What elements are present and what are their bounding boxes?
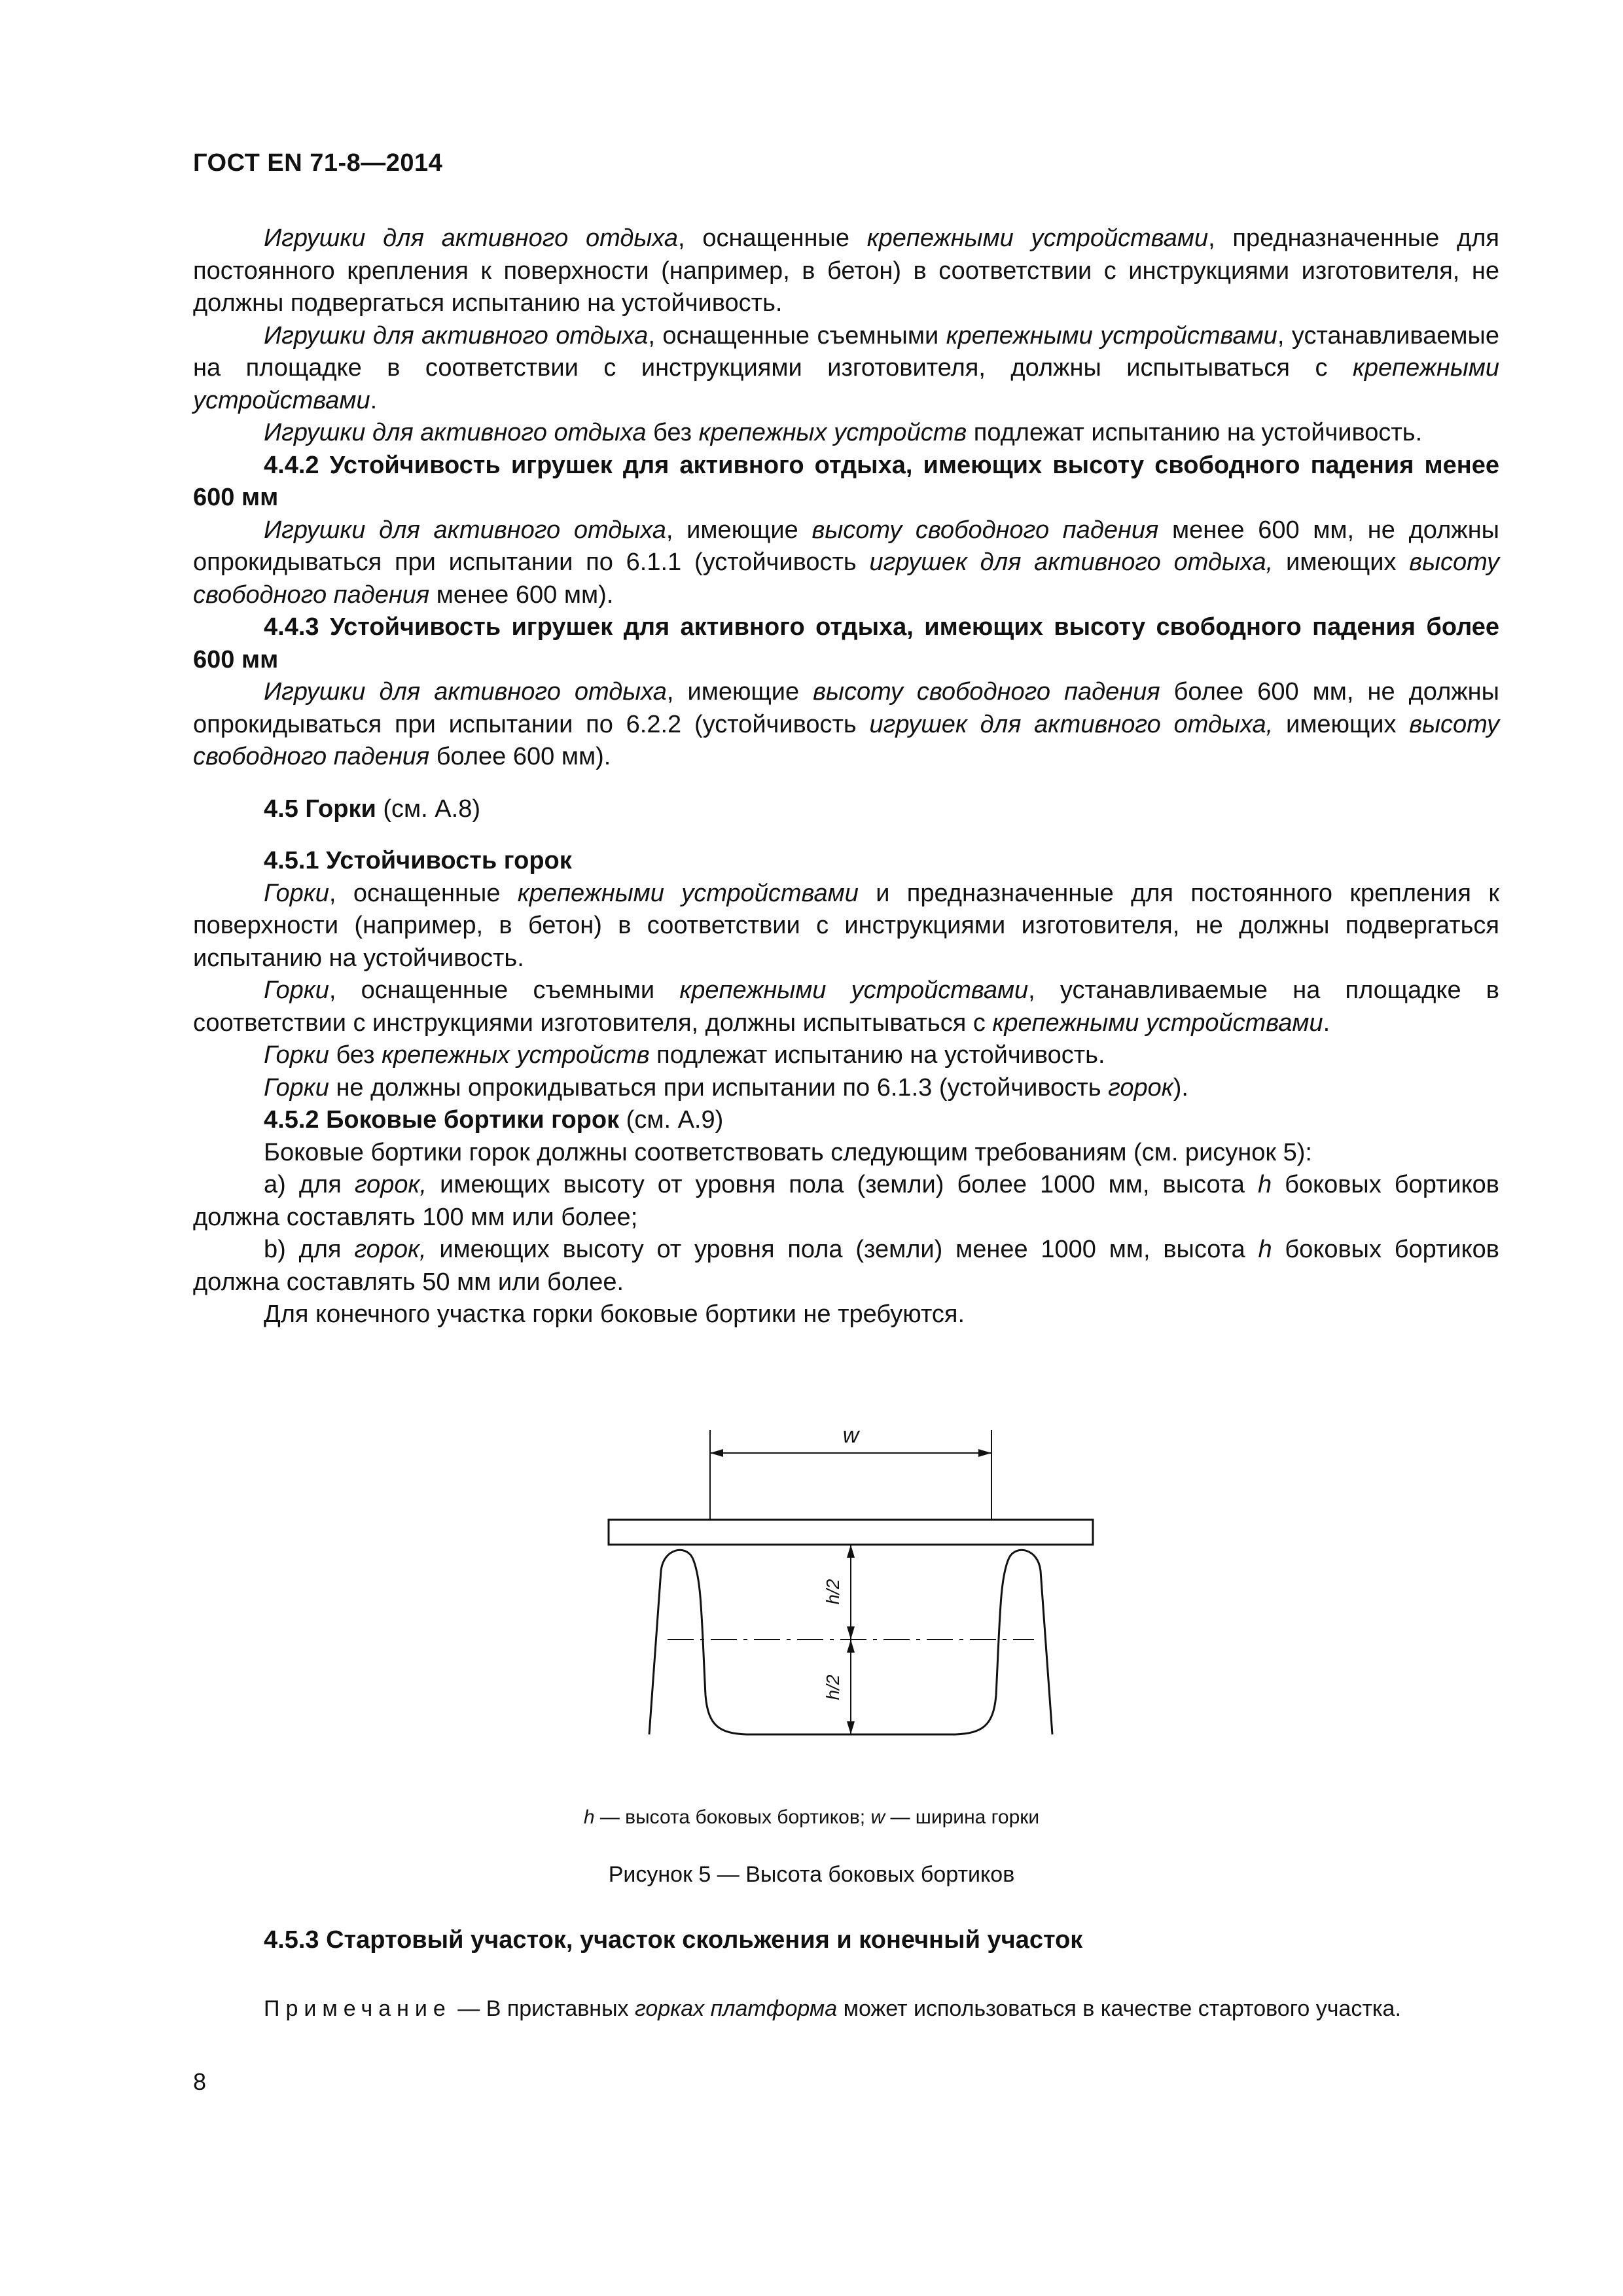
text-run: имеющих высоту от уровня пола (земли) более 1000 мм, высота (427, 1171, 1258, 1198)
paragraph (193, 1169, 1507, 1234)
slide-board-outline (609, 1520, 1093, 1545)
legend-w-symbol: w (870, 1806, 885, 1828)
text-run: крепежными устройствами (679, 977, 1029, 1004)
text-run: подлежат испытанию на устойчивость. (649, 1041, 1105, 1069)
w-arrow-left (710, 1449, 723, 1457)
text-run: Игрушки для активного отдыха (264, 419, 647, 446)
left-outer-wall (649, 1550, 692, 1734)
document-header: ГОСТ EN 71-8—2014 (193, 149, 443, 177)
text-run: h (1257, 1171, 1272, 1198)
h-arrow-top (847, 1545, 855, 1558)
text-run: , оснащенные (329, 879, 518, 907)
text-run: , имеющие (666, 678, 813, 706)
text-run: 4.4.2 Устойчивость игрушек для активного отдыха, имеющих высоту свободного падения менее 600 мм (193, 451, 1507, 511)
text-run: крепежными устройствами (193, 354, 1507, 414)
text-run: Горки (264, 977, 329, 1004)
text-run: , устанавливаемые на площадке в соответствии с инструкциями изготовителя, должны испытываться с (193, 977, 1507, 1037)
note-italic-text: горках платформа (634, 1996, 838, 2021)
text-run: высоту свободного падения (813, 678, 1160, 706)
text-run: без (646, 419, 699, 446)
text-run: высоту свободного падения (193, 710, 1507, 770)
paragraph (193, 1299, 1499, 1331)
section-heading (193, 845, 1499, 878)
text-run: (см. А.8) (376, 795, 480, 823)
text-run: игрушек для активного отдыха, (869, 710, 1274, 738)
text-run: высоту свободного падения (193, 548, 1507, 609)
text-run: Игрушки для активного отдыха (264, 678, 667, 706)
text-run: . (1323, 1009, 1330, 1037)
paragraph (193, 676, 1507, 774)
text-run: горок, (354, 1171, 427, 1198)
text-run: . (370, 386, 378, 414)
legend-h-text: — высота боковых бортиков; (594, 1806, 871, 1828)
section-heading (193, 450, 1507, 514)
text-run: крепежными устройствами (992, 1009, 1323, 1037)
text-run: (см. А.9) (619, 1106, 724, 1134)
text-run: горок, (354, 1236, 427, 1263)
paragraph (193, 878, 1507, 975)
text-run: боковых бортиков должна составлять 100 мм или более; (193, 1171, 1507, 1231)
text-run: , предназначенные для постоянного крепления к поверхности (например, в бетон) в соответствии с инструкциями изготовителя, не должны подвергаться испытанию на устойчивость. (193, 224, 1507, 317)
text-run: подлежат испытанию на устойчивость. (967, 419, 1423, 446)
label-w: w (842, 1423, 859, 1448)
text-run: менее 600 мм, не должны опрокидываться при испытании по 6.1.1 (устойчивость (193, 516, 1507, 576)
text-run: h (1258, 1236, 1272, 1263)
h-arrow-mid-lower (847, 1640, 855, 1653)
note-dash-text: — В приставных (451, 1996, 635, 2021)
text-run: более 600 мм). (429, 743, 611, 770)
legend-w-text: — ширина горки (885, 1806, 1040, 1828)
text-run: Игрушки для активного отдыха (264, 516, 666, 544)
text-run: 4.5.2 Боковые бортики горок (264, 1106, 620, 1134)
right-outer-wall (1009, 1550, 1052, 1734)
text-run: высоту свободного падения (812, 516, 1159, 544)
paragraph (193, 1039, 1499, 1072)
text-run: Для конечного участка горки боковые бортики не требуются. (264, 1300, 965, 1328)
section-heading-4-5-3: 4.5.3 Стартовый участок, участок скольжения и конечный участок (264, 1926, 1083, 1954)
note (264, 1996, 1507, 2022)
figure-5 (589, 1420, 1113, 1787)
paragraph (193, 1104, 1499, 1137)
text-run: более 600 мм, не должны опрокидываться при испытании по 6.2.2 (устойчивость (193, 678, 1507, 738)
text-run: , имеющие (666, 516, 812, 544)
paragraph (193, 1072, 1499, 1105)
text-run: имеющих (1273, 710, 1410, 738)
text-run: 4.4.3 Устойчивость игрушек для активного отдыха, имеющих высоту свободного падения более 600 мм (193, 613, 1507, 673)
section-heading (193, 611, 1507, 676)
text-run: , оснащенные съемными (329, 977, 680, 1004)
text-run: Горки (264, 1073, 329, 1102)
text-run: а) для (264, 1171, 355, 1198)
label-h-half-upper: h/2 (823, 1579, 843, 1605)
text-run: , оснащенные съемными (648, 321, 946, 350)
text-run: имеющих высоту от уровня пола (земли) менее 1000 мм, высота (426, 1236, 1258, 1263)
paragraph (193, 975, 1507, 1039)
figure-legend (0, 1806, 1623, 1829)
text-run: крепежными устройствами (866, 224, 1209, 252)
text-run: без (329, 1041, 382, 1069)
paragraph (193, 514, 1507, 612)
slide-cross-section-diagram (589, 1420, 1113, 1787)
label-h-half-lower: h/2 (823, 1674, 843, 1700)
text-run: крепежными устройствами (517, 879, 859, 907)
paragraph (193, 223, 1507, 320)
text-run: Горки (264, 879, 329, 907)
paragraph (193, 1137, 1499, 1170)
text-run: , оснащенные (678, 224, 867, 252)
note-rest-text: может использоваться в качестве стартового участка. (837, 1996, 1401, 2021)
text-run: ). (1173, 1073, 1188, 1102)
text-run: крепежных устройств (382, 1041, 650, 1069)
legend-h-symbol: h (583, 1806, 595, 1828)
text-run: , устанавливаемые на площадке в соответствии с инструкциями изготовителя, должны испытываться с (193, 321, 1507, 382)
text-run: игрушек для активного отдыха, (869, 548, 1274, 576)
paragraph (193, 417, 1499, 450)
paragraph (193, 793, 1499, 826)
text-run: крепежных устройств (698, 419, 967, 446)
text-run: b) для (264, 1236, 355, 1263)
text-run: крепежными устройствами (946, 321, 1277, 350)
figure-caption: Рисунок 5 — Высота боковых бортиков (608, 1862, 1015, 1887)
body-text (193, 223, 1507, 1331)
text-run: Игрушки для активного отдыха (264, 321, 649, 350)
text-run: 4.5 Горки (264, 795, 376, 823)
text-run: имеющих (1273, 548, 1410, 576)
h-arrow-mid-upper (847, 1626, 855, 1640)
paragraph (193, 1234, 1507, 1299)
text-run: боковых бортиков должна составлять 50 мм или более. (193, 1236, 1507, 1296)
page-number: 8 (193, 2068, 207, 2095)
text-run: Игрушки для активного отдыха (264, 224, 679, 252)
text-run: и предназначенные для постоянного крепления к поверхности (например, в бетон) в соответствии с инструкциями изготовителя, не должны подвергаться испытанию на устойчивость. (193, 879, 1507, 972)
text-run: менее 600 мм). (429, 581, 614, 609)
h-arrow-bottom (847, 1721, 855, 1734)
text-run: Горки (264, 1041, 329, 1069)
w-arrow-right (978, 1449, 991, 1457)
text-run: 4.5.1 Устойчивость горок (264, 847, 572, 874)
text-run: не должны опрокидываться при испытании по 6.1.3 (устойчивость (329, 1073, 1109, 1102)
paragraph (193, 320, 1507, 418)
text-run: горок (1108, 1073, 1173, 1102)
note-label: Примечание (264, 1996, 452, 2021)
text-run: Боковые бортики горок должны соответствовать следующим требованиям (см. рисунок 5): (264, 1138, 1312, 1166)
